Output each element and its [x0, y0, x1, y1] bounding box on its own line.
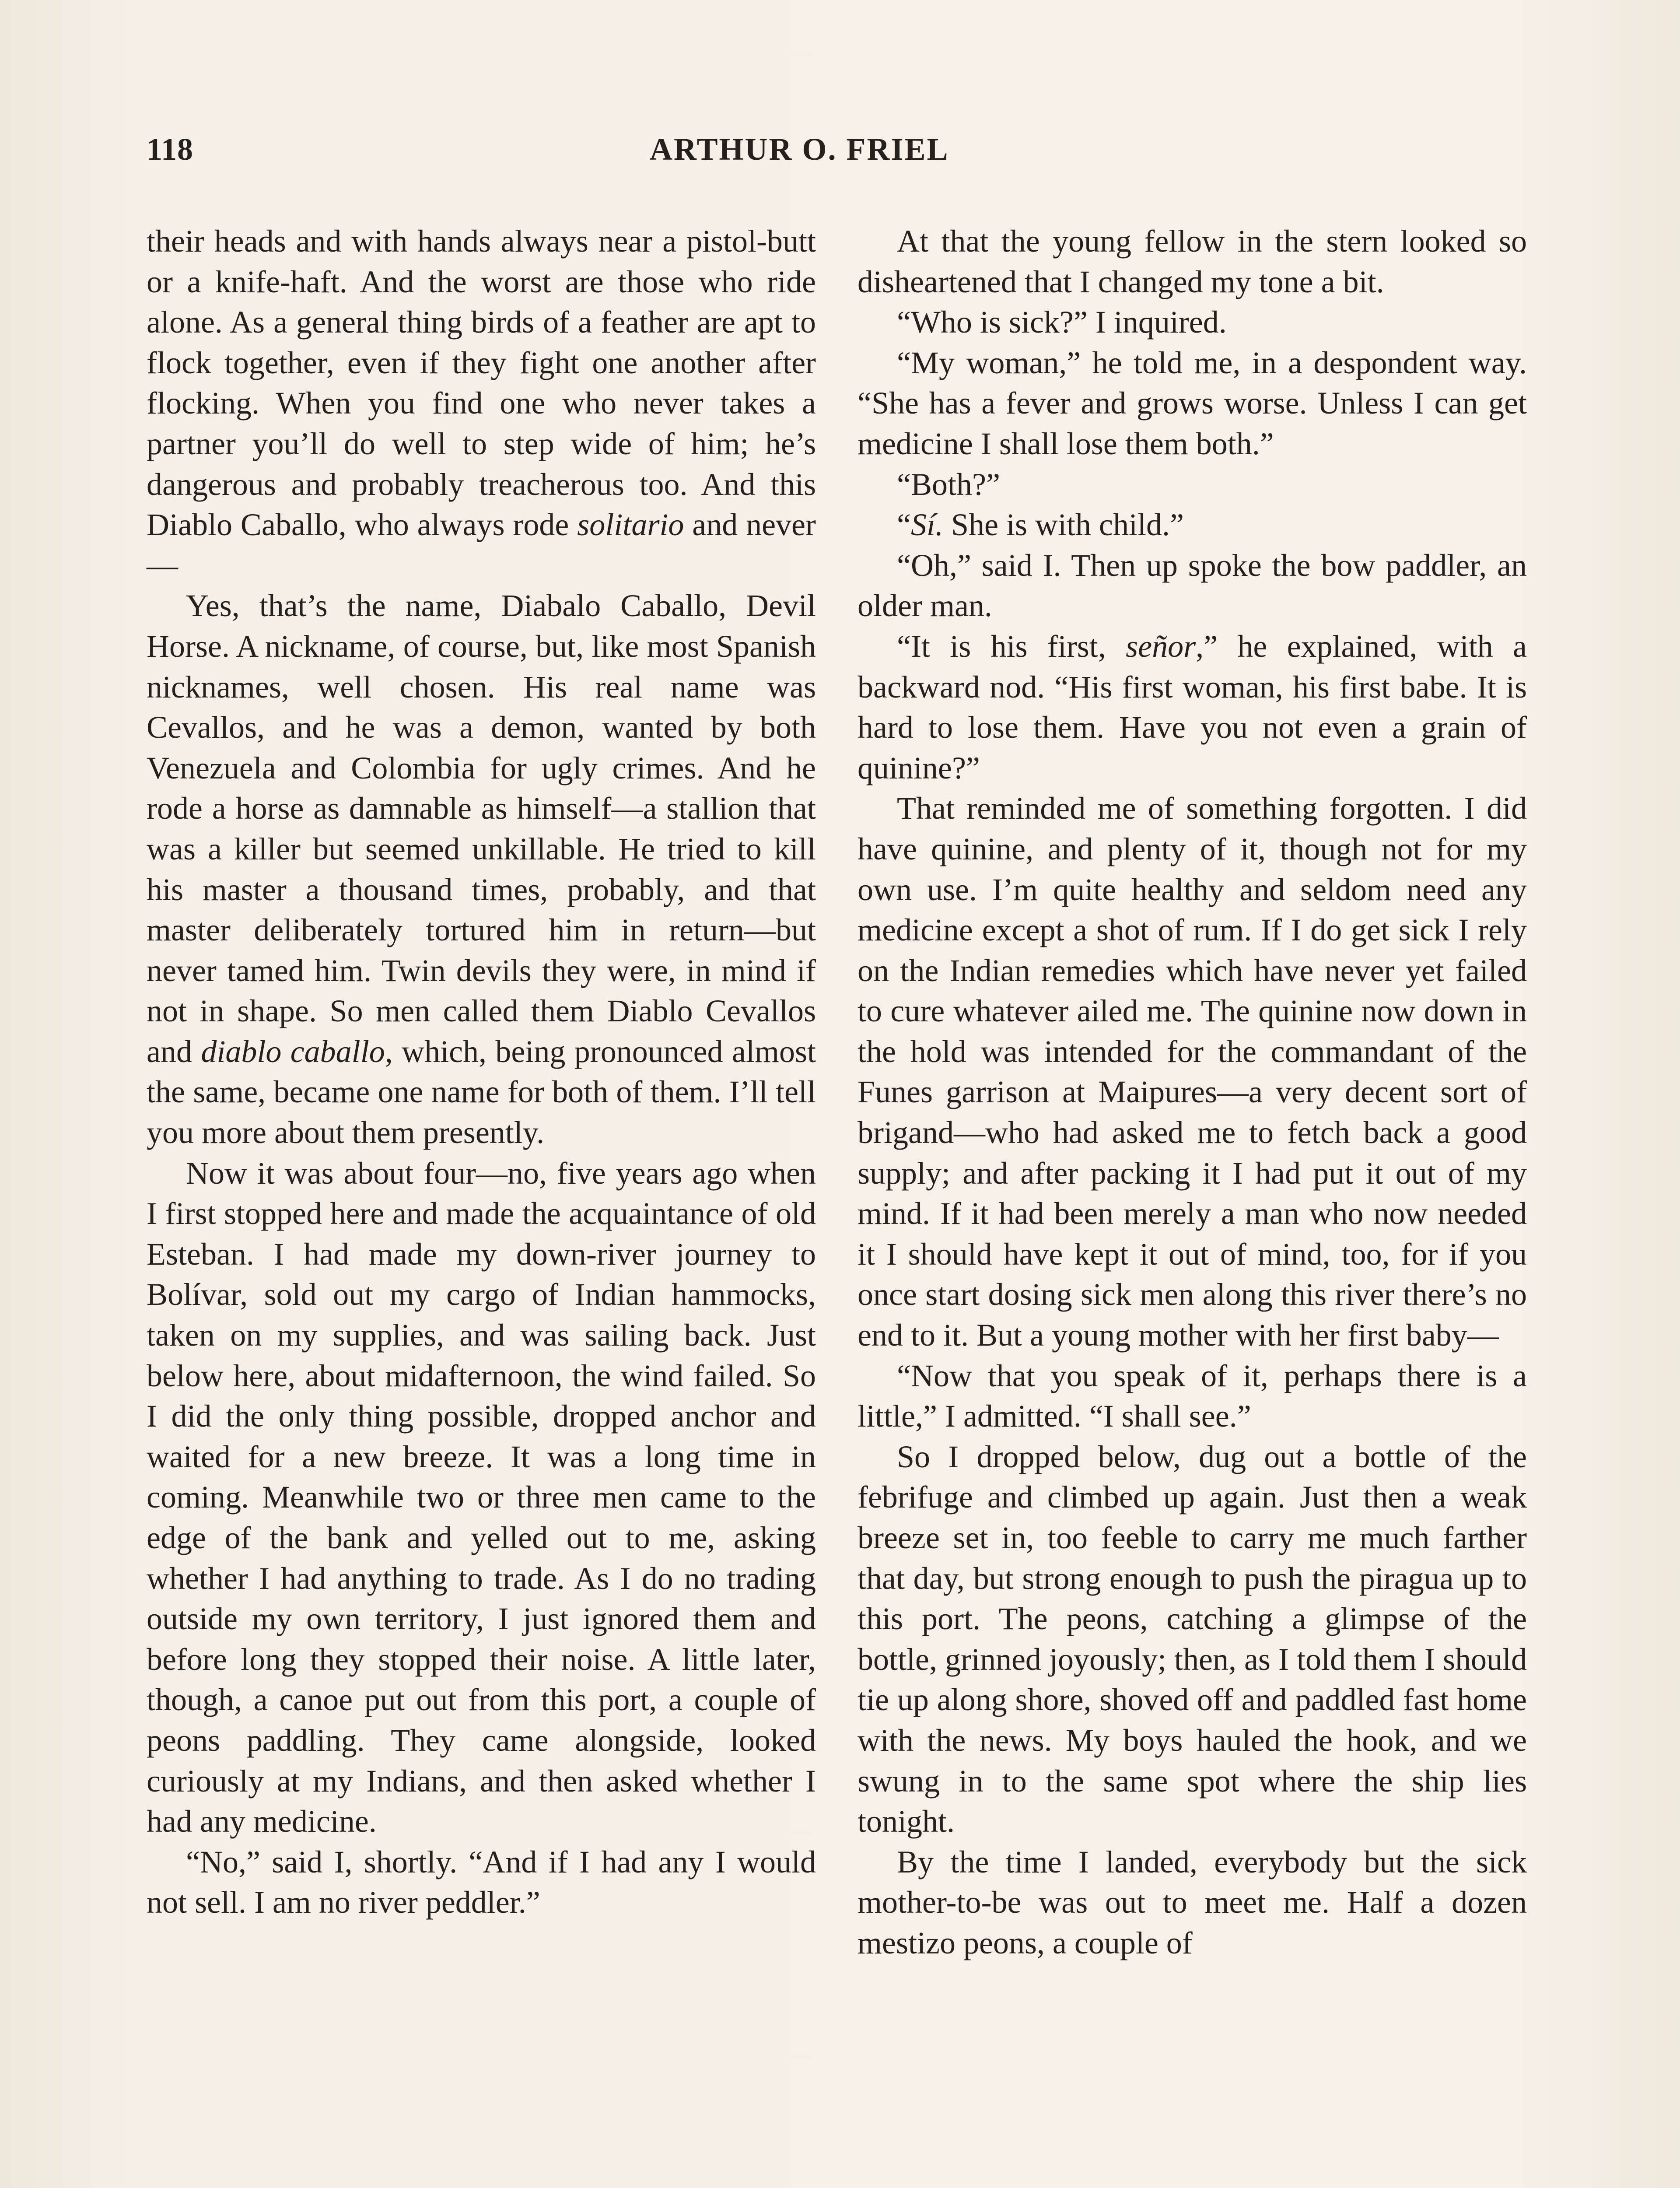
- text-run: “Now that you speak of it, perhaps there is a little,” I admitted. “I shall see.”: [858, 1358, 1527, 1434]
- page-number: 118: [147, 132, 194, 167]
- paragraph: [858, 302, 1527, 343]
- text-run: , which, being pronounced almost the same, became one name for both of them. I’ll tell you more about them presently.: [147, 1034, 816, 1150]
- paragraph: [147, 586, 816, 1153]
- text-run: She is with child.”: [943, 507, 1184, 543]
- text-run: Now it was about four—no, five years ago when I first stopped here and made the acquaintance of old Esteban. I had made my down-river journey to Bolívar, sold out my cargo of Indian hammocks, taken on my supplies, and was sailing back. Just below here, about midafternoon, the wind failed. So I did the only thing possible, dropped anchor and waited for a new breeze. It was a long time in coming. Meanwhile two or three men came to the edge of the bank and yelled out to me, asking whether I had anything to trade. As I do no trading outside my own territory, I just ignored them and before long they stopped their noise. A little later, though, a canoe put out from this port, a couple of peons paddling. They came alongside, looked curiously at my Indians, and then asked whether I had any medicine.: [147, 1155, 816, 1839]
- paragraph: [858, 464, 1527, 505]
- paragraph: [858, 1842, 1527, 1964]
- text-run: That reminded me of something forgotten. I did have quinine, and plenty of it, though not for my own use. I’m quite healthy and seldom need any medicine except a shot of rum. If I do get sick I rely on the Indian remedies which have never yet failed to cure whatever ailed me. The quinine now down in the hold was intended for the commandant of the Funes garrison at Maipures—a very decent sort of brigand—who had asked me to fetch back a good supply; and after packing it I had put it out of my mind. If it had been merely a man who now needed it I should have kept it out of mind, too, for if you once start dosing sick men along this river there’s no end to it. But a young mother with her first baby—: [858, 791, 1527, 1353]
- text-run: By the time I landed, everybody but the sick mother-to-be was out to meet me. Half a dozen mestizo peons, a couple of: [858, 1844, 1527, 1960]
- text-run: their heads and with hands always near a pistol-butt or a knife-haft. And the worst are those who ride alone. As a general thing birds of a feather are apt to flock together, even if they fight one another after flocking. When you find one who never takes a partner you’ll do well to step wide of him; he’s dangerous and probably treacherous too. And this Diablo Caballo, who always rode: [147, 224, 816, 543]
- text-run: “Both?”: [897, 466, 1000, 502]
- paragraph: [147, 1842, 816, 1923]
- italic-text: señor: [1126, 628, 1196, 664]
- paragraph: [858, 343, 1527, 464]
- text-run: “No,” said I, shortly. “And if I had any I would not sell. I am no river peddler.”: [147, 1844, 816, 1920]
- right-text-column: [858, 221, 1527, 1964]
- paragraph: [858, 626, 1527, 788]
- text-run: and never—: [147, 507, 816, 583]
- paragraph: [858, 505, 1527, 545]
- text-run: “Who is sick?” I inquired.: [897, 305, 1227, 340]
- text-run: At that the young fellow in the stern looked so disheartened that I changed my tone a bit.: [858, 224, 1527, 299]
- paragraph: [858, 221, 1527, 302]
- text-run: Yes, that’s the name, Diabalo Caballo, Devil Horse. A nickname, of course, but, like most Spanish nicknames, well chosen. His real name was Cevallos, and he was a demon, wanted by both Venezuela and Colombia for ugly crimes. And he rode a horse as damnable as himself—a stallion that was a killer but seemed unkillable. He tried to kill his master a thousand times, probably, and that master deliberately tortured him in return—but never tamed him. Twin devils they were, in mind if not in shape. So men called them Diablo Cevallos and: [147, 588, 816, 1069]
- text-run: “: [897, 507, 911, 543]
- text-run: “Oh,” said I. Then up spoke the bow paddler, an older man.: [858, 547, 1527, 624]
- text-run: So I dropped below, dug out a bottle of the febrifuge and climbed up again. Just then a weak breeze set in, too feeble to carry me much farther that day, but strong enough to push the piragua up to this port. The peons, catching a glimpse of the bottle, grinned joyously; then, as I told them I should tie up along shore, shoved off and paddled fast home with the news. My boys hauled the hook, and we swung in to the same spot where the ship lies tonight.: [858, 1439, 1527, 1839]
- italic-text: Sí.: [910, 507, 943, 543]
- text-run: “My woman,” he told me, in a despondent way. “She has a fever and grows worse. Unless I can get medicine I shall lose them both.”: [858, 345, 1527, 461]
- running-head-author: ARTHUR O. FRIEL: [650, 132, 949, 167]
- left-text-column: [147, 221, 816, 1923]
- paragraph: [147, 1153, 816, 1842]
- paragraph: [858, 545, 1527, 626]
- paragraph: [858, 1356, 1527, 1437]
- page-header: [147, 131, 1531, 184]
- text-run: ,” he explained, with a backward nod. “His first woman, his first babe. It is hard to lose them. Have you not even a grain of quinine?”: [858, 628, 1527, 785]
- paragraph: [858, 788, 1527, 1355]
- italic-text: solitario: [577, 507, 684, 543]
- paragraph: [858, 1437, 1527, 1842]
- text-run: “It is his first,: [897, 628, 1126, 664]
- paragraph: [147, 221, 816, 586]
- italic-text: diablo caballo: [201, 1034, 385, 1069]
